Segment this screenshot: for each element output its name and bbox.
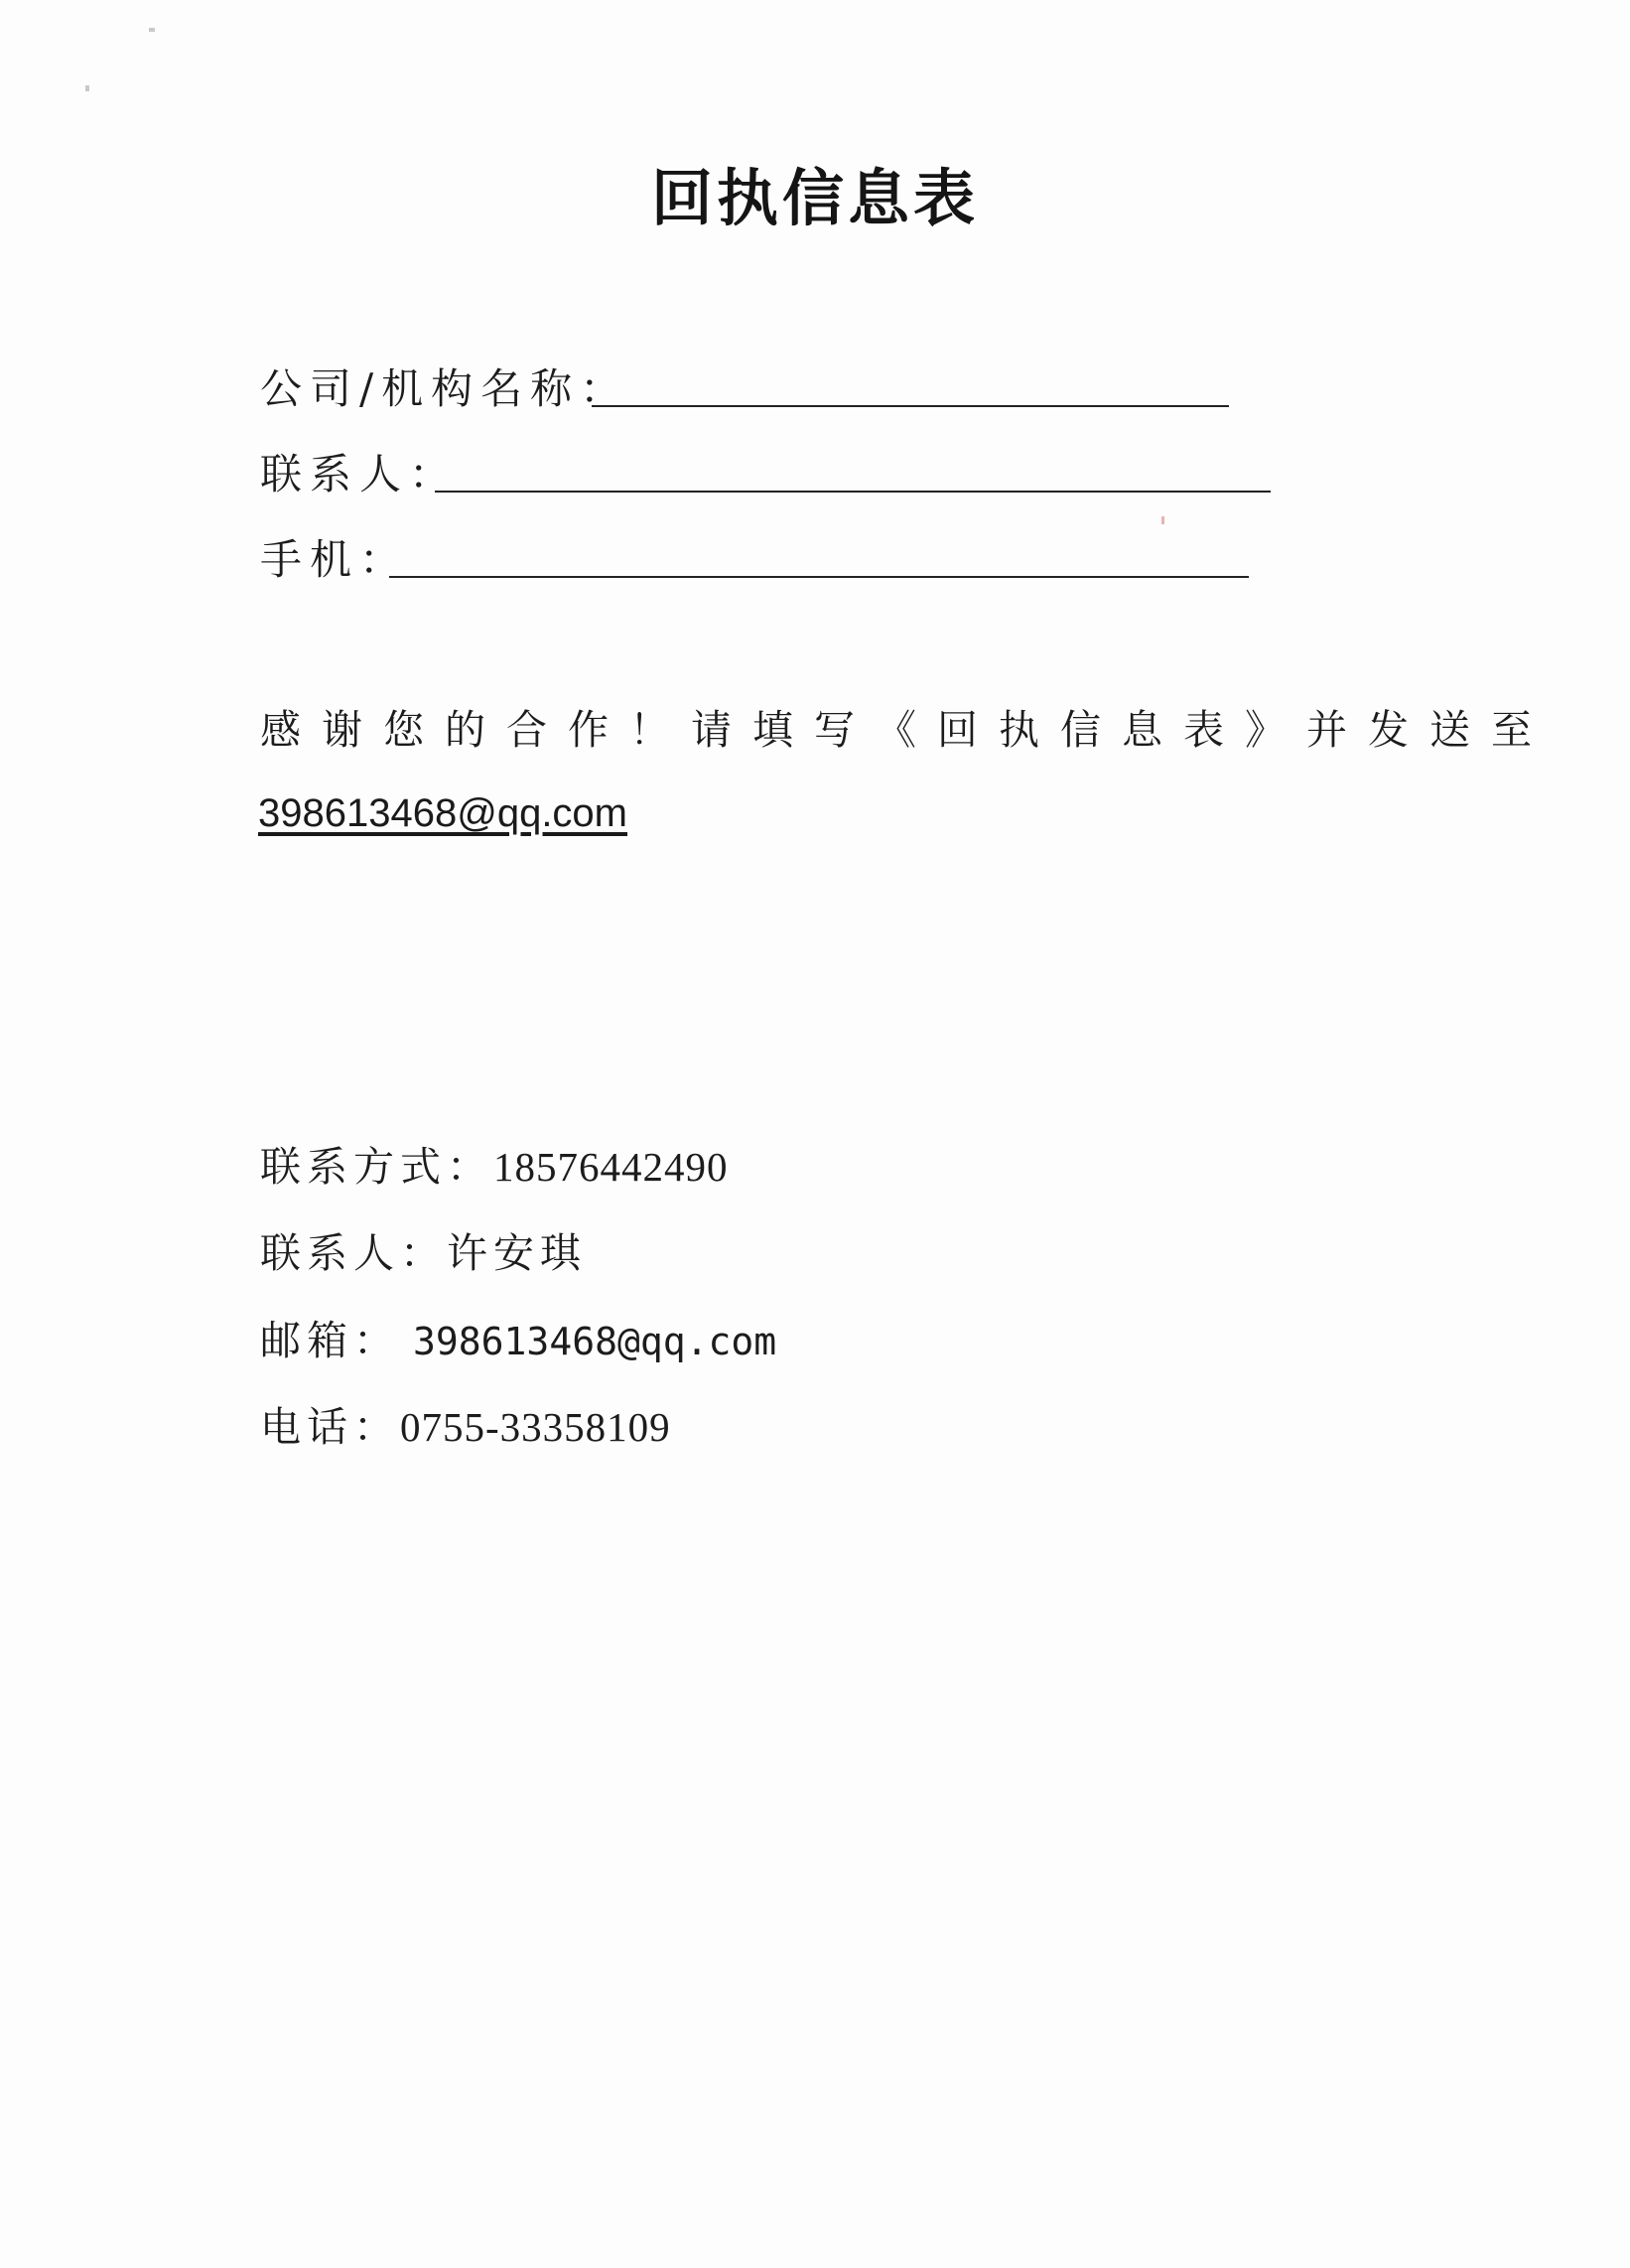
company-label: 公司/机构名称：	[260, 364, 630, 413]
company-field	[260, 359, 629, 419]
contact-person-info-label: 联系人：	[260, 1229, 447, 1277]
contact-person-field	[260, 445, 459, 504]
scan-speck	[85, 85, 89, 91]
email-link[interactable]: 398613468@qq.com	[258, 791, 627, 835]
email-value: 398613468@qq.com	[413, 1320, 777, 1363]
contact-person-label: 联系人：	[260, 450, 460, 498]
mobile-label: 手机：	[260, 535, 410, 584]
telephone-row	[260, 1397, 671, 1457]
mobile-blank-line[interactable]	[389, 576, 1249, 578]
contact-method-label: 联系方式：	[260, 1143, 493, 1191]
scan-speck	[149, 28, 155, 32]
email-row	[260, 1311, 776, 1371]
telephone-value: 0755-33358109	[400, 1404, 671, 1450]
contact-method-value: 18576442490	[493, 1144, 729, 1190]
contact-person-value: 许安琪	[447, 1229, 587, 1277]
contact-person-blank-line[interactable]	[435, 491, 1271, 493]
company-blank-line[interactable]	[592, 405, 1229, 407]
telephone-label: 电话：	[260, 1403, 400, 1451]
mobile-field	[260, 530, 409, 590]
contact-method-row	[260, 1137, 729, 1197]
page-title: 回执信息表	[650, 162, 979, 234]
thanks-instruction: 感谢您的合作！请填写《回执信息表》并发送至	[260, 706, 1553, 754]
contact-person-row	[260, 1223, 587, 1283]
email-label: 邮箱：	[260, 1317, 400, 1364]
scan-speck	[1161, 516, 1164, 524]
